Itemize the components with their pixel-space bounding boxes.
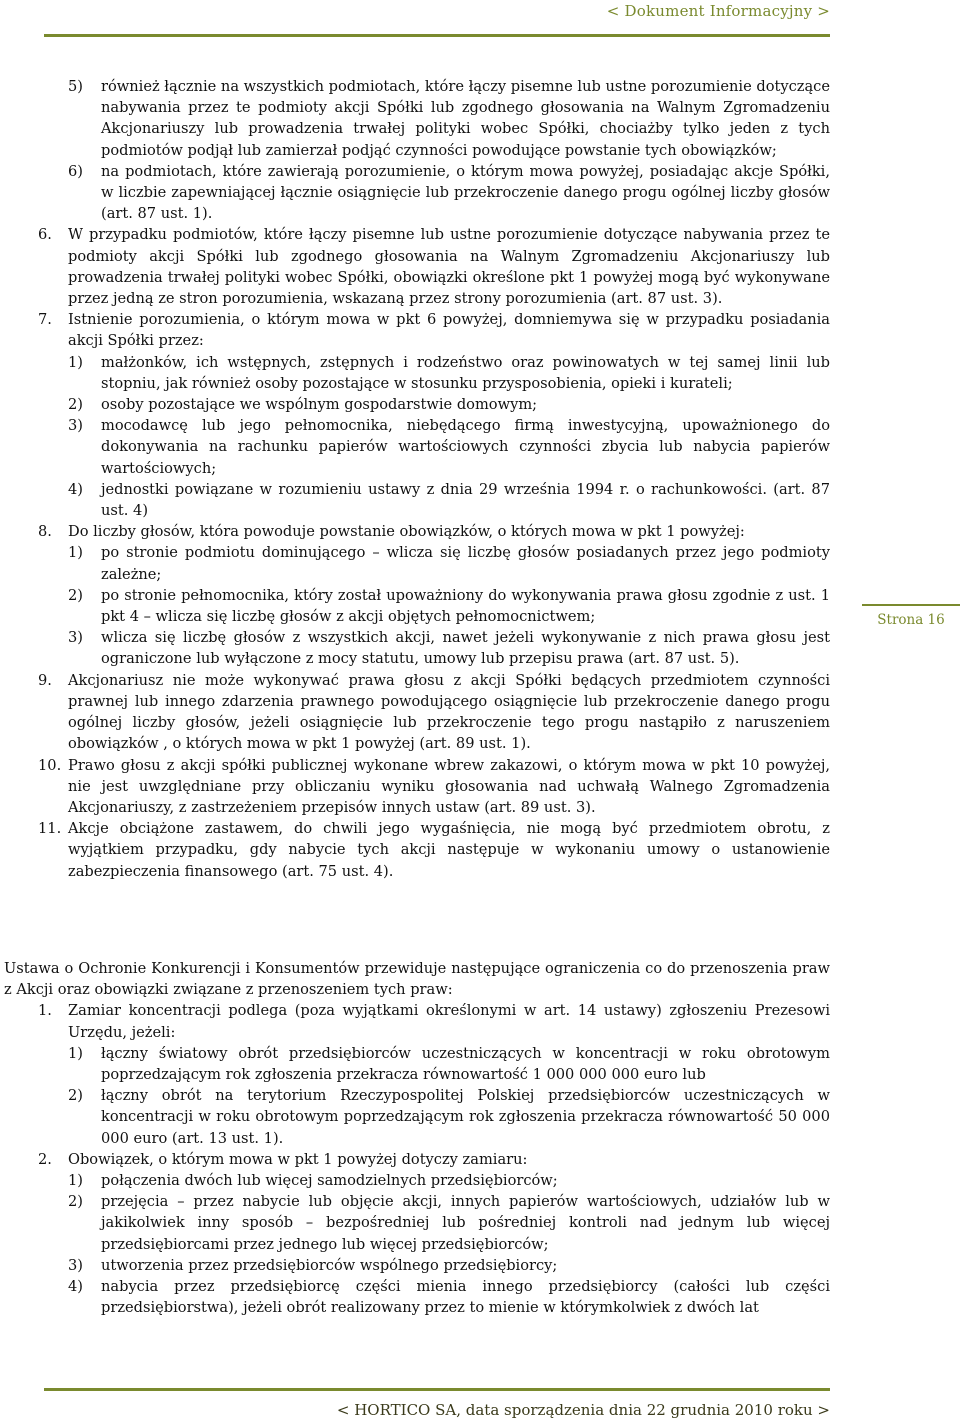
list-item-number: 1) — [68, 1044, 83, 1062]
list-item — [68, 161, 830, 225]
point-number: 1. — [38, 1002, 52, 1020]
list-item-text: połączenia dwóch lub więcej samodzielnych przedsiębiorców; — [101, 1172, 558, 1190]
list-item-text: łączny obrót na terytorium Rzeczypospolitej Polskiej przedsiębiorców uczestniczących w koncentracji w roku obrotowym poprzedzającym rok zgłoszenia przekracza równowartość 50 000 000 euro (art. 13 ust. 1). — [101, 1087, 830, 1147]
document-header: < Dokument Informacyjny > — [606, 2, 830, 20]
competition-section — [4, 958, 830, 1318]
list-item-text: osoby pozostające we wspólnym gospodarstwie domowym; — [101, 396, 538, 414]
point-8-subitems — [68, 542, 830, 669]
point-text: Do liczby głosów, która powoduje powstanie obowiązków, o których mowa w pkt 1 powyżej: — [68, 523, 745, 541]
list-item-number: 2) — [68, 586, 83, 604]
list-item — [68, 394, 830, 415]
list-item-text: mocodawcę lub jego pełnomocnika, niebędącego firmą inwestycyjną, upoważnionego do dokonywania na rachunku papierów wartościowych czynności zbycia lub nabycia papierów wartościowych; — [101, 417, 830, 477]
point-7-subitems — [68, 352, 830, 522]
list-item-number: 5) — [68, 78, 83, 95]
list-item — [68, 1255, 830, 1276]
list-item — [68, 1085, 830, 1149]
list-item — [68, 1170, 830, 1191]
point-7 — [38, 309, 830, 351]
competition-intro: Ustawa o Ochronie Konkurencji i Konsumentów przewiduje następujące ograniczenia co do przenoszenia praw z Akcji oraz obowiązki związane z przenoszeniem tych praw: — [4, 960, 830, 999]
point-number: 7. — [38, 311, 52, 329]
document-body — [38, 76, 830, 882]
list-item — [68, 415, 830, 479]
list-item-text: małżonków, ich wstępnych, zstępnych i rodzeństwo oraz powinowatych w tej samej linii lub stopniu, jak również osoby pozostające w stosunku przysposobienia, opieki i kurateli; — [101, 353, 830, 392]
page-number-label: Strona 16 — [877, 612, 945, 628]
list-item-number: 1) — [68, 1172, 83, 1190]
list-item — [68, 1043, 830, 1085]
point-text: Akcje obciążone zastawem, do chwili jego wygaśnięcia, nie mogą być przedmiotem obrotu, z wyjątkiem przypadku, gdy nabycie tych akcji następuje w wykonaniu umowy o ustanowienie zabezpieczenia finansowego (art. 75 ust. 4). — [68, 820, 830, 880]
list-item-number: 4) — [68, 480, 83, 498]
point-text: Akcjonariusz nie może wykonywać prawa głosu z akcji Spółki będących przedmiotem czynności prawnej lub innego zdarzenia prawnego powodującego osiągnięcie lub przekroczenie danego progu ogólnej liczby głosów, jeżeli osiągnięcie lub przekroczenie tego progu nastąpiło z naruszeniem obowiązków , o których mowa w pkt 1 powyżej (art. 89 ust. 1). — [68, 671, 830, 753]
list-item-number: 2) — [68, 1193, 83, 1211]
list-item — [68, 76, 830, 161]
list-item-text: utworzenia przez przedsiębiorców wspólnego przedsiębiorcy; — [101, 1256, 558, 1274]
point-text: Prawo głosu z akcji spółki publicznej wykonane wbrew zakazowi, o którym mowa w pkt 10 powyżej, nie jest uwzględniane przy obliczaniu wyniku głosowania nad uchwałą Walnego Zgromadzenia Akcjonariuszy, z zastrzeżeniem przepisów innych ustaw (art. 89 ust. 3). — [68, 756, 830, 816]
list-item-text: po stronie pełnomocnika, który został upoważniony do wykonywania prawa głosu zgodnie z ust. 1 pkt 4 – wlicza się liczbę głosów z akcji objętych pełnomocnictwem; — [101, 586, 830, 626]
document-footer: < HORTICO SA, data sporządzenia dnia 22 grudnia 2010 roku > — [336, 1401, 830, 1419]
point-6 — [38, 224, 830, 309]
list-item — [68, 1276, 830, 1318]
header-divider — [44, 34, 830, 37]
competition-point-1-subitems — [68, 1043, 830, 1149]
list-item — [68, 585, 830, 627]
list-item-number: 1) — [68, 353, 83, 371]
list-item-number: 3) — [68, 629, 83, 647]
list-item — [68, 627, 830, 669]
list-item-number: 1) — [68, 544, 83, 562]
point-number: 9. — [38, 671, 52, 689]
point-10 — [38, 755, 830, 819]
list-item-number: 3) — [68, 1256, 83, 1274]
list-item-text: również łącznie na wszystkich podmiotach, które łączy pisemne lub ustne porozumienie dotyczące nabywania przez te podmioty akcji Spółki lub zgodnego głosowania na Walnym Zgromadzeniu Akcjonariuszy lub prowadzenia trwałej polityki wobec Spółki, chociażby tylko jeden z tych podmiotów podjął lub zamierzał podjąć czynności powodujące powstanie tych obowiązków; — [101, 78, 830, 159]
list-item-text: wlicza się liczbę głosów z wszystkich akcji, nawet jeżeli wykonywanie z nich prawa głosu jest ograniczone lub wyłączone z mocy statutu, umowy lub przepisu prawa (art. 87 ust. 5). — [101, 629, 830, 668]
point-8 — [38, 521, 830, 542]
point-11 — [38, 818, 830, 882]
competition-point-2-subitems — [68, 1170, 830, 1318]
list-item-text: po stronie podmiotu dominującego – wlicza się liczbę głosów posiadanych przez jego podmioty zależne; — [101, 544, 830, 583]
point-9 — [38, 670, 830, 755]
list-item-text: łączny światowy obrót przedsiębiorców uczestniczących w koncentracji w roku obrotowym poprzedzającym rok zgłoszenia przekracza równowartość 1 000 000 000 euro lub — [101, 1044, 830, 1084]
competition-point-1 — [38, 1000, 830, 1042]
competition-list — [38, 1000, 830, 1318]
list-item — [68, 479, 830, 521]
list-item-text: na podmiotach, które zawierają porozumienie, o którym mowa powyżej, posiadając akcje Spółki, w liczbie zapewniającej łącznie osiągnięcie lub przekroczenie danego progu ogólnej liczby głosów (art. 87 ust. 1). — [101, 162, 830, 223]
point-text: Zamiar koncentracji podlega (poza wyjątkami określonymi w art. 14 ustawy) zgłoszeniu Prezesowi Urzędu, jeżeli: — [68, 1002, 830, 1041]
list-item-number: 2) — [68, 396, 83, 414]
competition-point-2 — [38, 1149, 830, 1170]
list-item-text: nabycia przez przedsiębiorcę części mienia innego przedsiębiorcy (całości lub części przedsiębiorstwa), jeżeli obrót realizowany przez to mienie w którymkolwiek z dwóch lat — [101, 1278, 830, 1317]
point-text: W przypadku podmiotów, które łączy pisemne lub ustne porozumienie dotyczące nabywania przez te podmioty akcji Spółki lub zgodnego głosowania na Walnym Zgromadzeniu Akcjonariuszy lub prowadzenia trwałej polityki wobec Spółki, obowiązki określone pkt 1 powyżej mogą być wykonywane przez jedną ze stron porozumienia, wskazaną przez strony porozumienia (art. 87 ust. 3). — [68, 226, 830, 308]
list-item-text: przejęcia – przez nabycie lub objęcie akcji, innych papierów wartościowych, udziałów lub w jakikolwiek inny sposób – bezpośredniej lub pośredniej kontroli nad jednym lub więcej przedsiębiorcami przez jednego lub więcej przedsiębiorców; — [101, 1193, 830, 1253]
side-divider — [862, 604, 960, 606]
point-number: 10. — [38, 756, 62, 774]
list-item-text: jednostki powiązane w rozumieniu ustawy z dnia 29 września 1994 r. o rachunkowości. (art. 87 ust. 4) — [101, 480, 830, 520]
point-number: 6. — [38, 226, 52, 244]
list-item-number: 6) — [68, 162, 83, 180]
list-item — [68, 1191, 830, 1255]
point-number: 11. — [38, 820, 62, 838]
list-item — [68, 542, 830, 584]
list-item-number: 3) — [68, 417, 83, 435]
point-number: 2. — [38, 1150, 52, 1168]
point-text: Obowiązek, o którym mowa w pkt 1 powyżej dotyczy zamiaru: — [68, 1150, 528, 1168]
point-number: 8. — [38, 523, 52, 541]
list-item-number: 2) — [68, 1087, 83, 1105]
point-text: Istnienie porozumienia, o którym mowa w pkt 6 powyżej, domniemywa się w przypadku posiadania akcji Spółki przez: — [68, 311, 830, 350]
list-item-number: 4) — [68, 1278, 83, 1296]
footer-divider — [44, 1388, 830, 1391]
list-item — [68, 352, 830, 394]
